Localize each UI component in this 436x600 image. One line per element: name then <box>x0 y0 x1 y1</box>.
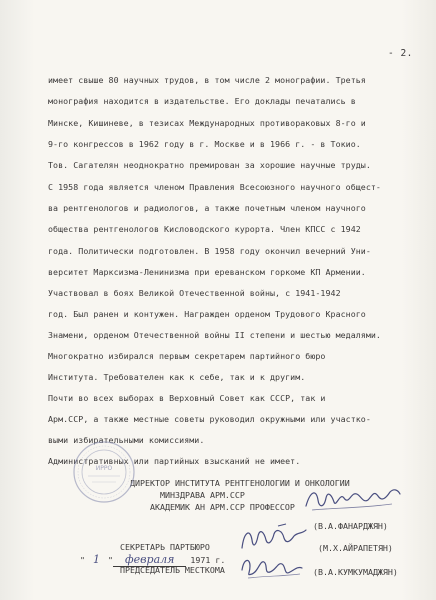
page-number: - 2. <box>388 48 413 59</box>
body-line: Многократно избирался первым секретарем партийного бюро <box>48 351 326 361</box>
director-title-line-3: АКАДЕМИК АН АРМ.ССР ПРОФЕССОР <box>150 502 295 512</box>
body-line: Арм.ССР, а также местные советы руководил окружными или участко- <box>48 414 371 424</box>
body-line: имеет свыше 80 научных трудов, в том числе 2 монографии. Третья <box>48 75 366 85</box>
body-line: год. Был ранен и контужен. Награжден орденом Трудового Красного <box>48 309 366 319</box>
date-month: февраля <box>113 553 186 567</box>
body-line: ва рентгенологов и радиологов, а также почетным членом научного <box>48 203 366 213</box>
date-quote-open: " <box>80 555 85 565</box>
body-line: Тов. Сагателян неоднократно премирован за хорошие научные труды. <box>48 160 371 170</box>
party-secretary-title: СЕКРЕТАРЬ ПАРТБЮРО <box>120 542 210 552</box>
body-line: С 1958 года является членом Правления Всесоюзного научного общест- <box>48 182 381 192</box>
body-line: Почти во всех выборах в Верховный Совет как СССР, так и <box>48 393 326 403</box>
body-line: Участвовал в боях Великой Отечественной войны, с 1941-1942 <box>48 288 341 298</box>
date-year: 1971 г. <box>190 555 226 565</box>
director-signature <box>302 478 402 520</box>
date-day: 1 <box>93 553 100 566</box>
body-line: Административных или партийных взысканий не имеет. <box>48 456 301 466</box>
union-chair-signature <box>236 550 308 582</box>
body-line: Знамени, орденом Отечественной войны II степени и шестью медалями. <box>48 330 381 340</box>
body-line: верситет Марксизма-Ленинизма при ереванском горкоме КП Армении. <box>48 267 366 277</box>
body-line: года. Политически подготовлен. В 1958 году окончил вечерний Уни- <box>48 246 371 256</box>
body-line: Минске, Кишиневе, в тезисах Международных противораковых 8-го и <box>48 118 366 128</box>
body-line: общества рентгенологов Кисловодского курорта. Член КПСС с 1942 <box>48 224 361 234</box>
body-line: монография находится в издательстве. Его доклады печатались в <box>48 96 356 106</box>
union-chair-title: ПРЕДСЕДАТЕЛЬ МЕСТКОМА <box>120 565 225 575</box>
body-line: выми избирательными комиссиями. <box>48 435 205 445</box>
party-secretary-name: (М.Х.АЙРАПЕТЯН) <box>318 543 393 553</box>
body-line: 9-го конгрессов в 1962 году в г. Москве и в 1966 г. - в Токио. <box>48 139 361 149</box>
director-title-line-2: МИНЗДРАВА АРМ.ССР <box>160 490 245 500</box>
stamp-text: ИРРО <box>95 465 113 472</box>
body-line: Института. Требователен как к себе, так и к другим. <box>48 372 306 382</box>
union-chair-name: (В.А.КУМКУМАДЖЯН) <box>313 567 398 577</box>
date-quote-close: " <box>108 555 113 565</box>
document-date <box>80 553 225 566</box>
official-stamp <box>72 440 136 504</box>
director-title-line-1: ДИРЕКТОР ИНСТИТУТА РЕНТГЕНОЛОГИИ И ОНКОЛОГИИ <box>130 478 350 488</box>
director-name: (В.А.ФАНАРДЖЯН) <box>313 521 388 531</box>
